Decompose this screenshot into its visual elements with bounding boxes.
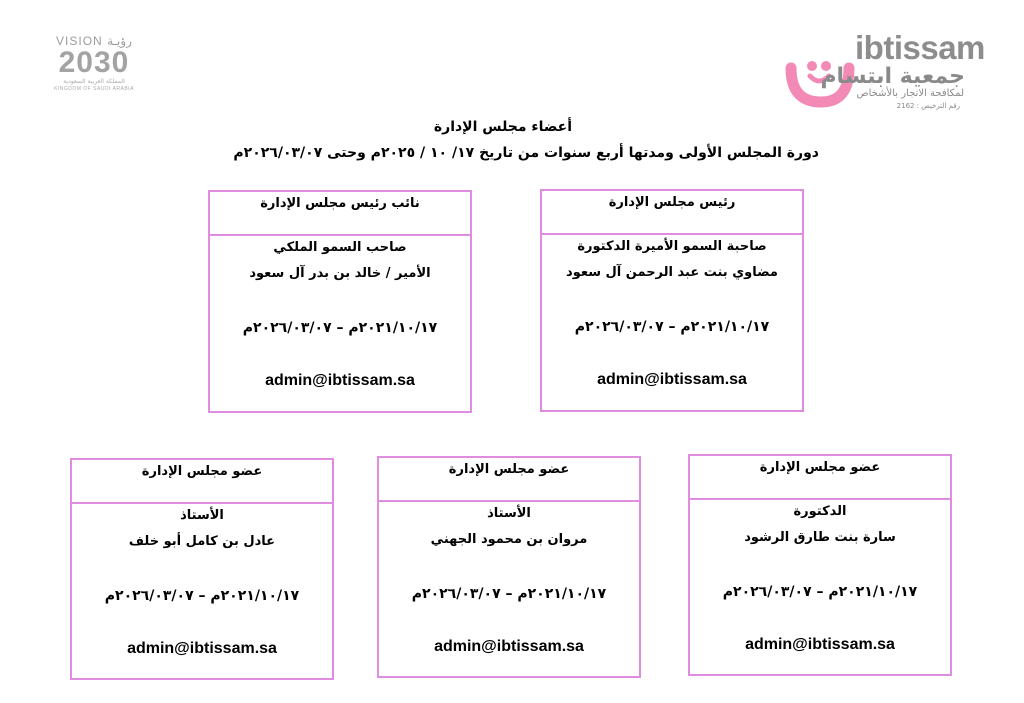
member-role: رئيس مجلس الإدارة (542, 191, 802, 235)
vision-2030-logo (40, 34, 148, 106)
board-term-subtitle: دورة المجلس الأولى ومدتها أربع سنوات من تاريخ ١٧/ ١٠ / ٢٠٢٥م وحتى ٢٠٢٦/٠٣/٠٧م (233, 145, 819, 161)
page-title: أعضاء مجلس الإدارة (433, 119, 572, 135)
member-title: الأستاذ (487, 506, 531, 521)
member-email: admin@ibtissam.sa (745, 636, 895, 653)
member-role: عضو مجلس الإدارة (72, 460, 332, 504)
member-term-dates: ٢٠٢١/١٠/١٧م – ٢٠٢٦/٠٣/٠٧م (574, 319, 770, 335)
member-email: admin@ibtissam.sa (597, 371, 747, 388)
member-name: الأمير / خالد بن بدر آل سعود (249, 266, 431, 281)
member-role: عضو مجلس الإدارة (690, 456, 950, 500)
member-title: صاحب السمو الملكي (273, 240, 407, 255)
logo-name-en: ibtissam (855, 29, 985, 66)
member-title: الدكتورة (793, 504, 847, 519)
member-name: مروان بن محمود الجهني (430, 532, 588, 547)
member-card-chairman (540, 189, 804, 412)
member-term-dates: ٢٠٢١/١٠/١٧م – ٢٠٢٦/٠٣/٠٧م (411, 586, 607, 602)
member-name: سارة بنت طارق الرشود (744, 530, 896, 545)
vision-logo-arabic: المملكة العربية السعودية (63, 78, 125, 85)
member-email: admin@ibtissam.sa (434, 638, 584, 655)
member-name: عادل بن كامل أبو خلف (128, 534, 276, 549)
logo-tagline: لمكافحة الاتجار بالأشخاص (856, 88, 964, 99)
member-card-board-member (377, 456, 641, 678)
vision-logo-number: 2030 (58, 46, 130, 79)
member-email: admin@ibtissam.sa (265, 372, 415, 389)
logo-name-ar: جمعية ابتسام (820, 64, 965, 89)
member-role: نائب رئيس مجلس الإدارة (210, 192, 470, 236)
member-card-board-member (70, 458, 334, 680)
member-term-dates: ٢٠٢١/١٠/١٧م – ٢٠٢٦/٠٣/٠٧م (242, 320, 438, 336)
member-name: مضاوي بنت عبد الرحمن آل سعود (566, 265, 778, 280)
logo-license: رقم الترخيص : 2162 (896, 102, 960, 110)
member-title: صاحبة السمو الأميرة الدكتورة (577, 239, 767, 254)
member-title: الأستاذ (180, 508, 224, 523)
member-term-dates: ٢٠٢١/١٠/١٧م – ٢٠٢٦/٠٣/٠٧م (104, 588, 300, 604)
member-email: admin@ibtissam.sa (127, 640, 277, 657)
vision-logo-english: KINGDOM OF SAUDI ARABIA (54, 86, 134, 92)
ibtissam-logo (785, 29, 985, 114)
member-role: عضو مجلس الإدارة (379, 458, 639, 502)
member-card-vice-chairman (208, 190, 472, 413)
member-card-board-member (688, 454, 952, 676)
member-term-dates: ٢٠٢١/١٠/١٧م – ٢٠٢٦/٠٣/٠٧م (722, 584, 918, 600)
vision-logo-top: VISION رؤيـة (56, 34, 132, 48)
